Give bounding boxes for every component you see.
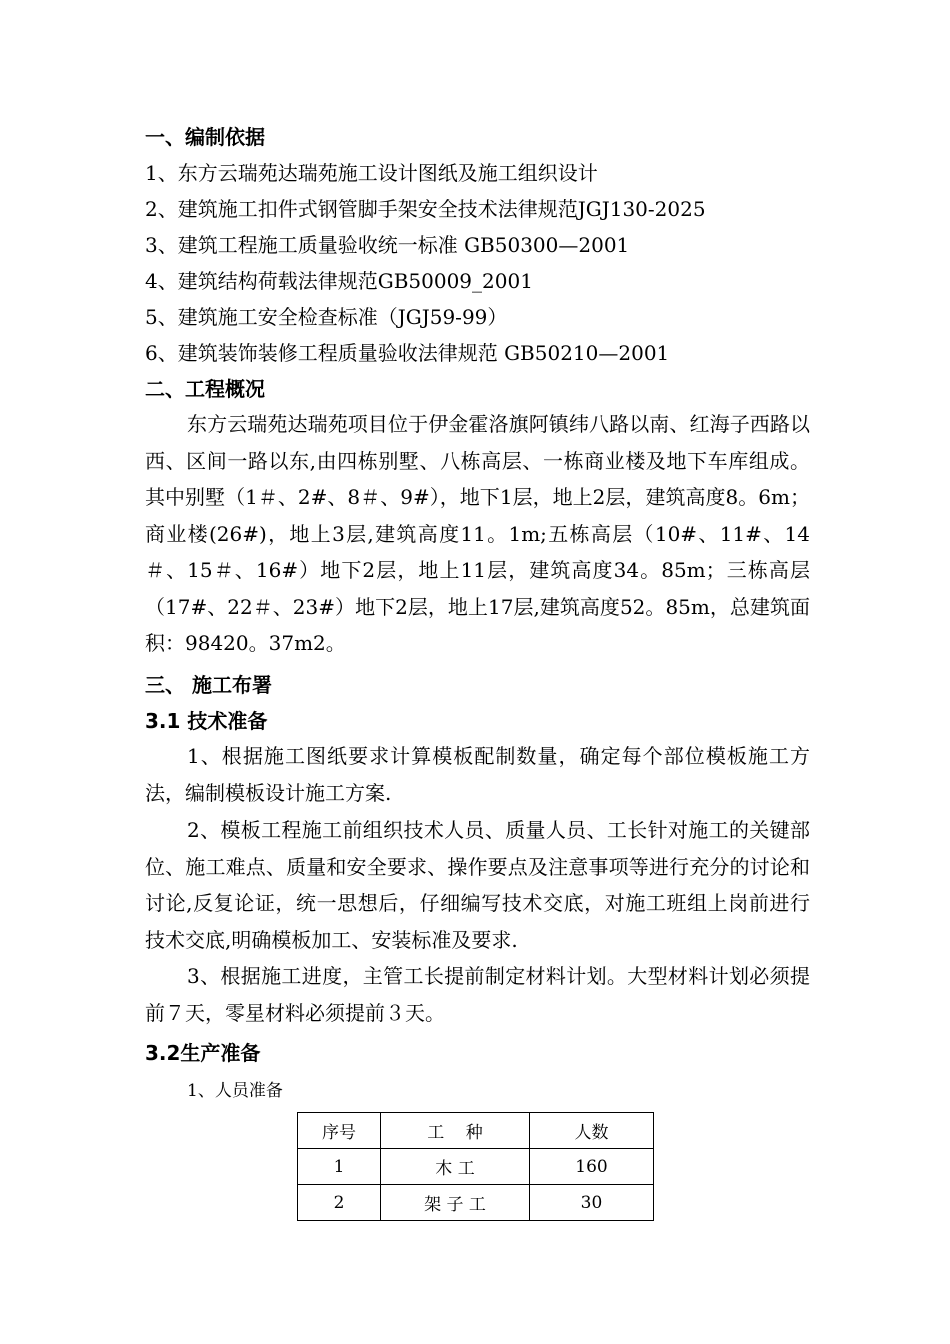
basis-item-6: 6、建筑装饰装修工程质量验收法律规范 GB50210—2001 (145, 341, 670, 365)
table-cell: 1 (298, 1149, 381, 1185)
project-overview-paragraph: 东方云瑞苑达瑞苑项目位于伊金霍洛旗阿镇纬八路以南、红海子西路以西、区间一路以东,由四栋别墅、八栋高层、一栋商业楼及地下车库组成。其中别墅（1＃、2#、8＃、9#），地下1层，地上2层，建筑高度8。6m；商业楼(26#)，地上3层,建筑高度11。1m;五栋高层（10#、11#、14＃、15＃、16#）地下2层，地上11层，建筑高度34。85m；三栋高层（17#、22＃、23#）地下2层，地上17层,建筑高度52。85m，总建筑面积：98420。37m2。 (145, 412, 810, 655)
table-cell: 架 子 工 (381, 1185, 530, 1221)
table-row (298, 1149, 654, 1185)
basis-item-4: 4、建筑结构荷载法律规范GB50009_2001 (145, 269, 533, 293)
section-2-heading: 二、工程概况 (145, 377, 265, 401)
basis-item-1: 1、东方云瑞苑达瑞苑施工设计图纸及施工组织设计 (145, 161, 598, 185)
basis-item-2: 2、建筑施工扣件式钢管脚手架安全技术法律规范JGJ130-2025 (145, 197, 706, 221)
header-cell-index: 序号 (298, 1113, 381, 1149)
staff-table (297, 1112, 654, 1221)
tech-prep-paragraph-3: 3、根据施工进度，主管工长提前制定材料计划。大型材料计划必须提前７天，零星材料必须提前３天。 (145, 964, 810, 1025)
tech-prep-paragraph-1: 1、根据施工图纸要求计算模板配制数量，确定每个部位模板施工方法，编制模板设计施工方案. (145, 744, 810, 805)
tech-prep-paragraph-2: 2、模板工程施工前组织技术人员、质量人员、工长针对施工的关键部位、施工难点、质量和安全要求、操作要点及注意事项等进行充分的讨论和讨论,反复论证，统一思想后，仔细编写技术交底，对施工班组上岗前进行技术交底,明确模板加工、安装标准及要求. (145, 818, 810, 952)
section-3-heading: 三、 施工布署 (145, 673, 272, 697)
header-cell-trade: 工 种 (381, 1113, 530, 1149)
table-cell: 30 (530, 1185, 654, 1221)
table-cell: 160 (530, 1149, 654, 1185)
table-header-row (298, 1113, 654, 1149)
basis-item-3: 3、建筑工程施工质量验收统一标准 GB50300—2001 (145, 233, 630, 257)
basis-item-5: 5、建筑施工安全检查标准（JGJ59-99） (145, 305, 508, 329)
table-row (298, 1185, 654, 1221)
header-cell-count: 人数 (530, 1113, 654, 1149)
staff-prep-item: 1、人员准备 (187, 1081, 283, 1101)
subsection-3-1-heading: 3.1 技术准备 (145, 709, 268, 733)
section-1-heading: 一、编制依据 (145, 125, 265, 149)
table-cell: 木 工 (381, 1149, 530, 1185)
subsection-3-2-heading: 3.2生产准备 (145, 1041, 261, 1065)
table-cell: 2 (298, 1185, 381, 1221)
